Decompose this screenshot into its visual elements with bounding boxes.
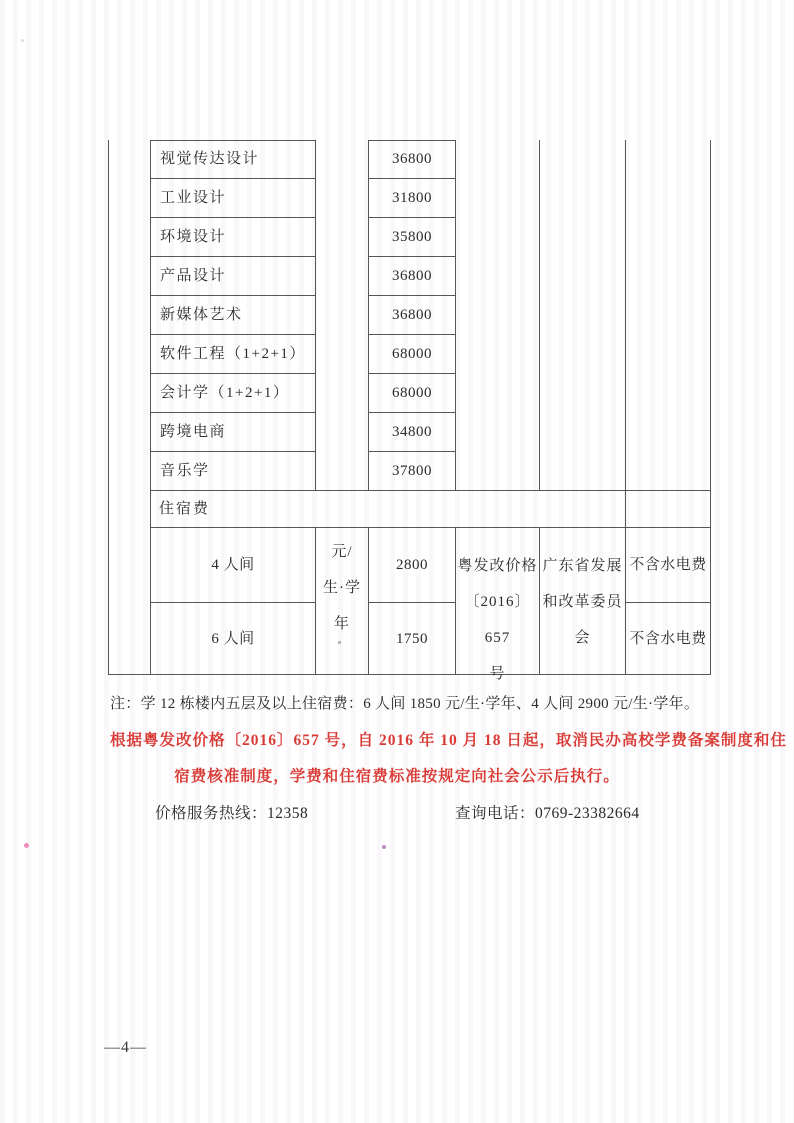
major-cell: 会计学（1+2+1） (151, 374, 316, 413)
policy-note-line1: 根据粤发改价格〔2016〕657 号，自 2016 年 10 月 18 日起，取消民办高校学费备案制度和住 (110, 732, 787, 749)
major-cell: 视觉传达设计 (151, 140, 316, 179)
tuition-fee-cell: 35800 (369, 218, 456, 257)
accommodation-fee-cell: 1750 (369, 603, 456, 675)
tuition-fee-cell: 36800 (369, 140, 456, 179)
pricing-basis-cell (456, 528, 540, 682)
scan-speck (21, 39, 24, 42)
unit-line: 生·学 (323, 580, 361, 596)
remark-column-cell (626, 140, 711, 491)
major-cell: 新媒体艺术 (151, 296, 316, 335)
authority-column-cell (540, 140, 626, 491)
tuition-fee-cell: 68000 (369, 335, 456, 374)
major-cell: 产品设计 (151, 257, 316, 296)
room-type-cell: 4 人间 (151, 528, 316, 603)
tuition-fee-cell: 31800 (369, 179, 456, 218)
major-cell: 工业设计 (151, 179, 316, 218)
major-cell: 跨境电商 (151, 413, 316, 452)
authority-line: 和改革委员 (542, 594, 623, 610)
remark-cell: 不含水电费 (626, 603, 711, 675)
page-number: —4— (104, 1039, 147, 1056)
remark-cell: 不含水电费 (626, 528, 711, 603)
dorm-note-text: 注：学 12 栋楼内五层及以上住宿费：6 人间 1850 元/生·学年、4 人间 2900 元/生·学年。 (110, 696, 700, 712)
accommodation-header-cell: 住宿费 (151, 491, 626, 528)
tuition-fee-cell: 36800 (369, 257, 456, 296)
price-service-hotline: 价格服务热线：12358 (155, 805, 309, 822)
major-cell: 环境设计 (151, 218, 316, 257)
room-type-cell: 6 人间 (151, 603, 316, 675)
unit-line: 年 (333, 616, 350, 632)
fee-standard-table (108, 140, 710, 682)
authority-line: 广东省发展 (542, 558, 623, 574)
tuition-fee-cell: 34800 (369, 413, 456, 452)
basis-line: 〔2016〕657 (464, 594, 531, 646)
authority-line: 会 (574, 630, 591, 646)
basis-line: 粤发改价格 (457, 558, 538, 574)
basis-column-cell (456, 140, 540, 491)
accommodation-header-remark-cell (626, 491, 711, 528)
accommodation-fee-cell: 2800 (369, 528, 456, 603)
policy-note-line2: 宿费核准制度，学费和住宿费标准按规定向社会公示后执行。 (174, 768, 620, 785)
tuition-fee-cell: 37800 (369, 452, 456, 491)
major-cell: 音乐学 (151, 452, 316, 491)
unit-cell (316, 528, 369, 675)
unit-column-cell (316, 140, 369, 491)
scan-speck (382, 845, 386, 849)
tuition-fee-cell: 68000 (369, 374, 456, 413)
tuition-fee-cell: 36800 (369, 296, 456, 335)
approving-authority-cell (540, 528, 626, 675)
scan-speck (338, 641, 341, 644)
unit-line: 元/ (331, 544, 353, 560)
basis-line: 号 (489, 666, 506, 682)
major-cell: 软件工程（1+2+1） (151, 335, 316, 374)
inquiry-phone: 查询电话：0769-23382664 (455, 805, 640, 822)
category-column-cell (109, 140, 151, 675)
scan-speck (24, 843, 29, 848)
